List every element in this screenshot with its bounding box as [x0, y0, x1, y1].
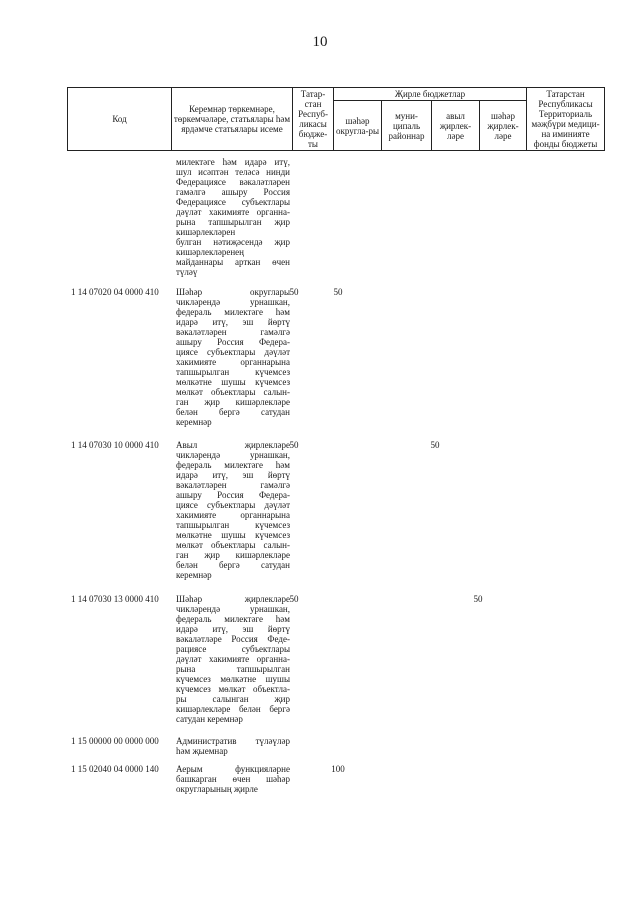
income-name-line: ган җир кишәрлекләре — [176, 397, 290, 407]
header-code: Код — [68, 88, 172, 151]
income-name-line: дәүләт хакимияте органна- — [176, 654, 290, 664]
budget-table-header — [67, 87, 605, 151]
income-name — [176, 736, 290, 756]
income-name-line: ашыру Россия Федера- — [176, 337, 290, 347]
income-name-line: майданнары арткан өчен — [176, 257, 290, 267]
income-name-line: булган нәтиҗәсендә җир — [176, 237, 290, 247]
income-name — [176, 157, 290, 277]
income-name-line: мөлкәт объектлары салын- — [176, 387, 290, 397]
income-name-line: округларының җирле — [176, 784, 258, 794]
income-name-line: күчемсез мөлкәт объектла- — [176, 684, 290, 694]
income-name-line: белән бергә сатудан — [176, 560, 290, 570]
income-name — [176, 440, 290, 580]
income-name-line: вәкаләтләрен гамәлгә — [176, 480, 290, 490]
income-name-line: һәм җыемнар — [176, 746, 228, 756]
income-name-line: мөлкәтне шушы күчемсез — [176, 377, 290, 387]
percent-rural: 50 — [430, 440, 440, 450]
header-rural-settlements: авыл җирлек-ләре — [432, 101, 480, 151]
percent-city: 100 — [331, 764, 345, 774]
income-name-line: Административ түләүләр — [176, 736, 290, 746]
income-name — [176, 594, 290, 724]
percent-tatarstan: 50 — [289, 287, 299, 297]
income-name-line: хакимияте органнарына — [176, 357, 290, 367]
income-name-line: Аерым функцияләрне — [176, 764, 290, 774]
income-name-line: циясе субъектлары дәүләт — [176, 500, 290, 510]
income-name-line: рына тапшырылган — [176, 664, 290, 674]
budget-code: 1 14 07030 13 0000 410 — [71, 594, 159, 604]
income-name-line: керемнәр — [176, 570, 212, 580]
page-number: 10 — [312, 34, 328, 50]
income-name-line: Федерациясе субъектлары — [176, 197, 290, 207]
header-name: Керемнәр төркемнәре, төркемчәләре, статьялары һәм ярдәмче статьялары исеме — [172, 88, 293, 151]
income-name-line: шул исәптән теләсә нинди — [176, 167, 290, 177]
income-name-line: кишәрлекләренең — [176, 247, 244, 257]
income-name-line: Шәһәр округлары — [176, 287, 290, 297]
header-urban-settlements: шәһәр җирлек-ләре — [480, 101, 527, 151]
income-name-line: рына тапшырылган җир — [176, 217, 290, 227]
income-name-line: мөлкәтне шушы күчемсез — [176, 530, 290, 540]
income-name-line: кишәрлекләре белән бергә — [176, 704, 290, 714]
income-name-line: хакимияте органнарына — [176, 510, 290, 520]
income-name — [176, 287, 290, 427]
income-name-line: федераль милектәге һәм — [176, 307, 290, 317]
header-tatarstan-budget: Татар-стан Респуб-ликасы бюдже-ты — [293, 88, 334, 151]
income-name-line: тапшырылган күчемсез — [176, 367, 290, 377]
income-name-line: дәүләт хакимияте органна- — [176, 207, 290, 217]
income-name-line: чикләрендә урнашкан, — [176, 604, 290, 614]
budget-code: 1 15 02040 04 0000 140 — [71, 764, 159, 774]
income-name-line: керемнәр — [176, 417, 212, 427]
percent-tatarstan: 50 — [289, 594, 299, 604]
income-name-line: тапшырылган күчемсез — [176, 520, 290, 530]
income-name-line: идарә итү, эш йөртү — [176, 470, 290, 480]
income-name-line: чикләрендә урнашкан, — [176, 297, 290, 307]
income-name-line: гамәлгә ашыру Россия — [176, 187, 290, 197]
income-name-line: белән бергә сатудан — [176, 407, 290, 417]
income-name-line: идарә итү, эш йөртү — [176, 624, 290, 634]
income-name-line: ашыру Россия Федера- — [176, 490, 290, 500]
budget-code: 1 14 07030 10 0000 410 — [71, 440, 159, 450]
income-name-line: федераль милектәге һәм — [176, 614, 290, 624]
income-name-line: милектәге һәм идарә итү, — [176, 157, 290, 167]
header-local-budgets: Җирле бюджетлар — [334, 88, 527, 101]
percent-tatarstan: 50 — [289, 440, 299, 450]
income-name-line: ган җир кишәрлекләре — [176, 550, 290, 560]
income-name-line: ры салынган җир — [176, 694, 290, 704]
income-name-line: вәкаләтләрен гамәлгә — [176, 327, 290, 337]
income-name-line: федераль милектәге һәм — [176, 460, 290, 470]
income-name-line: кишәрлекләрен — [176, 227, 236, 237]
income-name-line: сатудан керемнәр — [176, 714, 243, 724]
header-medical-fund: Татарстан Республикасы Территориаль мәҗбүри медици-на иминияте фонды бюджеты — [527, 88, 605, 151]
income-name-line: Авыл җирлекләре — [176, 440, 290, 450]
income-name-line: Федерациясе вәкаләтләрен — [176, 177, 290, 187]
header-municipal-districts: муни-ципаль районнар — [382, 101, 432, 151]
income-name-line: идарә итү, эш йөртү — [176, 317, 290, 327]
percent-city: 50 — [333, 287, 343, 297]
income-name-line: вәкаләтләре Россия Феде- — [176, 634, 290, 644]
income-name-line: рациясе субъектлары — [176, 644, 290, 654]
budget-code: 1 15 00000 00 0000 000 — [71, 736, 159, 746]
header-city-districts: шәһәр округла-ры — [334, 101, 382, 151]
income-name — [176, 764, 290, 794]
income-name-line: мөлкәт объектлары салын- — [176, 540, 290, 550]
income-name-line: Шәһәр җирлекләре — [176, 594, 290, 604]
income-name-line: башкарган өчен шәһәр — [176, 774, 290, 784]
income-name-line: күчемсез мөлкәтне шушы — [176, 674, 290, 684]
income-name-line: түләү — [176, 267, 198, 277]
budget-code: 1 14 07020 04 0000 410 — [71, 287, 159, 297]
income-name-line: циясе субъектлары дәүләт — [176, 347, 290, 357]
income-name-line: чикләрендә урнашкан, — [176, 450, 290, 460]
percent-urban: 50 — [473, 594, 483, 604]
